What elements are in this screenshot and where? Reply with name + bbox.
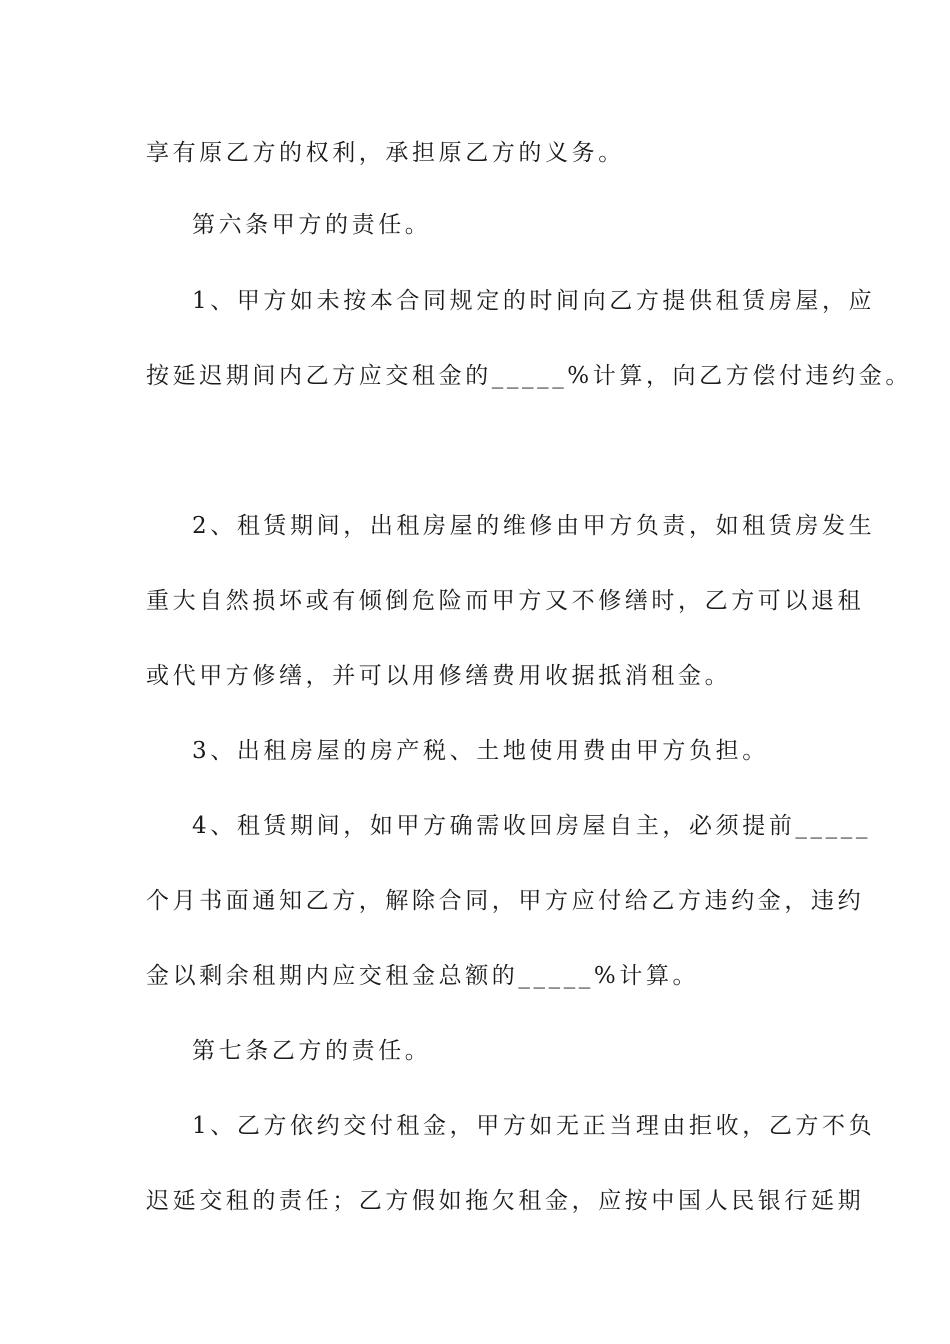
text-line: 金以剩余租期内应交租金总额的_____%计算。 [146, 963, 700, 989]
text-line: 重大自然损坏或有倾倒危险而甲方又不修缮时，乙方可以退租 [146, 588, 865, 614]
text-line: 享有原乙方的权利，承担原乙方的义务。 [146, 140, 625, 166]
text-line: 或代甲方修缮，并可以用修缮费用收据抵消租金。 [146, 663, 732, 689]
text-line: 迟延交租的责任；乙方假如拖欠租金，应按中国人民银行延期 [146, 1188, 865, 1214]
text-line: 3、出租房屋的房产税、土地使用费由甲方负担。 [192, 738, 769, 764]
section-heading: 第六条甲方的责任。 [192, 212, 432, 238]
text-line: 4、租赁期间，如甲方确需收回房屋自主，必须提前_____ [192, 813, 871, 839]
text-line: 按延迟期间内乙方应交租金的_____%计算，向乙方偿付违约金。 [146, 363, 912, 389]
text-line: 1、乙方依约交付租金，甲方如无正当理由拒收，乙方不负 [192, 1113, 876, 1139]
text-line: 个月书面通知乙方，解除合同，甲方应付给乙方违约金，违约 [146, 888, 865, 914]
text-line: 2、租赁期间，出租房屋的维修由甲方负责，如租赁房发生 [192, 513, 876, 539]
text-line: 1、甲方如未按本合同规定的时间向乙方提供租赁房屋，应 [192, 288, 876, 314]
section-heading: 第七条乙方的责任。 [192, 1038, 432, 1064]
